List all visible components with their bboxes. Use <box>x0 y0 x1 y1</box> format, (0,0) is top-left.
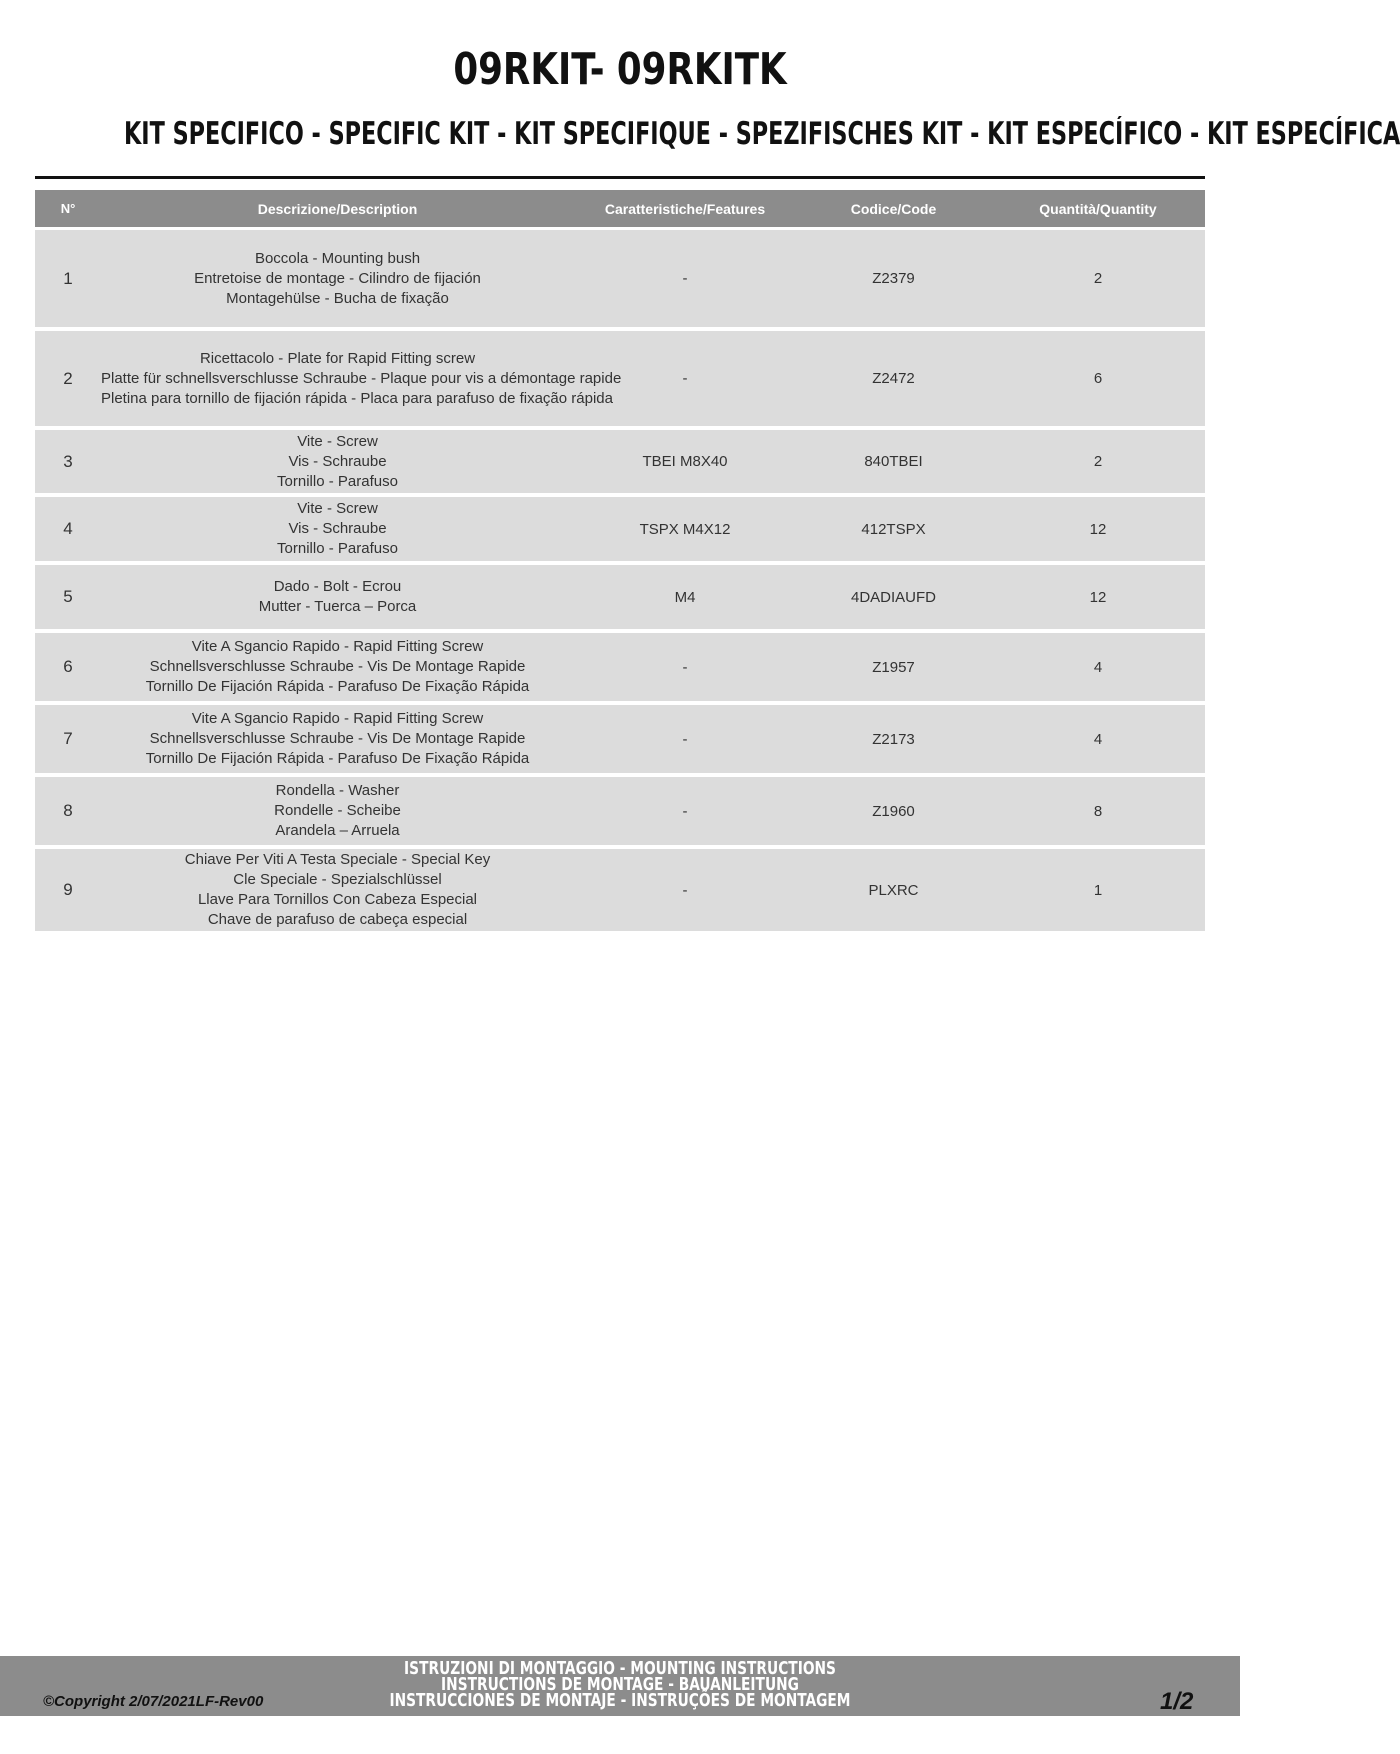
cell-quantity: 6 <box>1093 370 1103 387</box>
column-header-code: Codice/Code <box>850 200 937 217</box>
table-row <box>35 430 1205 493</box>
footer-line: ISTRUZIONI DI MONTAGGIO - MOUNTING INSTRUCTIONS <box>404 1658 836 1679</box>
description-line: Tornillo - Parafuso <box>277 472 398 490</box>
cell-number: 7 <box>63 729 73 748</box>
description-line: Rondella - Washer <box>275 782 400 799</box>
footer-line: INSTRUCTIONS DE MONTAGE - BAUANLEITUNG <box>441 1674 799 1695</box>
cell-number: 3 <box>63 451 73 471</box>
cell-features: TBEI M8X40 <box>642 453 728 470</box>
description-line: Vite - Screw <box>297 432 378 450</box>
description-line: Vite A Sgancio Rapido - Rapid Fitting Screw <box>191 638 484 655</box>
page-number: 1/2 <box>1160 1688 1194 1715</box>
column-header-features: Caratteristiche/Features <box>604 200 766 217</box>
cell-number: 9 <box>63 880 73 899</box>
cell-features: M4 <box>674 588 696 606</box>
cell-number: 2 <box>63 368 73 388</box>
table-body <box>35 230 1205 931</box>
description-line: Tornillo De Fijación Rápida - Parafuso De Fixação Rápida <box>145 678 530 695</box>
cell-features: - <box>682 881 688 899</box>
description-line: Vite A Sgancio Rapido - Rapid Fitting Screw <box>191 710 484 727</box>
cell-quantity: 4 <box>1093 730 1103 748</box>
cell-quantity: 4 <box>1093 658 1103 676</box>
description-line: Vite - Screw <box>297 500 378 517</box>
document-title: 09RKIT- 09RKITK <box>453 44 787 95</box>
cell-features: - <box>682 270 688 287</box>
table-row <box>35 777 1205 845</box>
cell-code: 4DADIAUFD <box>850 588 936 606</box>
table-row <box>35 633 1205 701</box>
cell-number: 4 <box>63 519 73 538</box>
column-header-description: Descrizione/Description <box>257 200 418 217</box>
cell-quantity: 2 <box>1093 453 1103 470</box>
cell-code: PLXRC <box>868 881 919 899</box>
description-line: Tornillo De Fijación Rápida - Parafuso De Fixação Rápida <box>145 750 530 767</box>
cell-number: 8 <box>63 801 73 820</box>
cell-quantity: 2 <box>1093 270 1103 287</box>
description-line: Ricettacolo - Plate for Rapid Fitting screw <box>199 349 476 367</box>
cell-code: Z1957 <box>872 658 915 676</box>
cell-description <box>101 249 574 309</box>
cell-number: 5 <box>63 587 73 606</box>
table-row <box>35 705 1205 773</box>
description-line: Montagehülse - Bucha de fixação <box>226 289 449 307</box>
cell-features: TSPX M4X12 <box>639 520 731 538</box>
cell-code: 412TSPX <box>861 520 926 538</box>
column-header-quantity: Quantità/Quantity <box>1039 200 1157 217</box>
cell-description <box>101 637 574 697</box>
table-row <box>35 497 1205 561</box>
cell-number: 1 <box>63 268 73 288</box>
footer-line: INSTRUCCIONES DE MONTAJE - INSTRUÇÕES DE MONTAGEM <box>389 1690 851 1711</box>
description-line: Schnellsverschlusse Schraube - Vis De Montage Rapide <box>149 730 526 747</box>
cell-features: - <box>682 802 688 820</box>
table-row <box>35 230 1205 327</box>
table-header <box>35 190 1205 227</box>
title-divider <box>35 176 1205 179</box>
description-line: Vis - Schraube <box>288 452 387 470</box>
cell-code: Z2173 <box>872 730 915 748</box>
cell-description <box>101 349 622 409</box>
description-line: Vis - Schraube <box>288 520 387 537</box>
description-line: Platte für schnellsverschlusse Schraube - Plaque pour vis a démontage rapide <box>101 369 622 387</box>
description-line: Mutter - Tuerca – Porca <box>258 598 417 615</box>
cell-features: - <box>682 730 688 748</box>
description-line: Chave de parafuso de cabeça especial <box>207 911 468 928</box>
cell-code: Z1960 <box>872 802 915 820</box>
column-header-number: N° <box>60 201 76 216</box>
cell-description <box>101 499 574 559</box>
cell-code: 840TBEI <box>864 453 923 470</box>
cell-code: Z2472 <box>872 370 915 387</box>
description-line: Tornillo - Parafuso <box>277 540 398 557</box>
cell-number: 6 <box>63 657 73 676</box>
table-row <box>35 565 1205 629</box>
parts-table <box>35 190 1205 935</box>
cell-features: - <box>682 370 688 387</box>
cell-description <box>101 850 574 930</box>
cell-description <box>101 709 574 769</box>
description-line: Cle Speciale - Spezialschlüssel <box>233 871 442 888</box>
cell-description <box>101 432 574 492</box>
document-subtitle: KIT SPECIFICO - SPECIFIC KIT - KIT SPECIFIQUE - SPEZIFISCHES KIT - KIT ESPECÍFICO - KIT ESPECÍFICA <box>124 116 1400 152</box>
cell-quantity: 8 <box>1093 802 1103 820</box>
description-line: Boccola - Mounting bush <box>254 249 421 267</box>
cell-code: Z2379 <box>872 270 915 287</box>
copyright-text: ©Copyright 2/07/2021LF-Rev00 <box>43 1693 264 1710</box>
cell-quantity: 12 <box>1089 520 1107 538</box>
description-line: Chiave Per Viti A Testa Speciale - Special Key <box>184 851 491 868</box>
description-line: Schnellsverschlusse Schraube - Vis De Montage Rapide <box>149 658 526 675</box>
cell-description <box>101 577 574 617</box>
description-line: Dado - Bolt - Ecrou <box>273 578 402 595</box>
description-line: Llave Para Tornillos Con Cabeza Especial <box>197 891 478 908</box>
table-row <box>35 331 1205 426</box>
table-row <box>35 849 1205 931</box>
cell-quantity: 1 <box>1093 881 1103 899</box>
cell-features: - <box>682 658 688 676</box>
description-line: Arandela – Arruela <box>275 822 400 839</box>
description-line: Entretoise de montage - Cilindro de fijación <box>194 269 481 287</box>
description-line: Rondelle - Scheibe <box>274 802 401 819</box>
cell-description <box>101 781 574 841</box>
description-line: Pletina para tornillo de fijación rápida - Placa para parafuso de fixação rápida <box>101 389 613 407</box>
cell-quantity: 12 <box>1089 588 1107 606</box>
